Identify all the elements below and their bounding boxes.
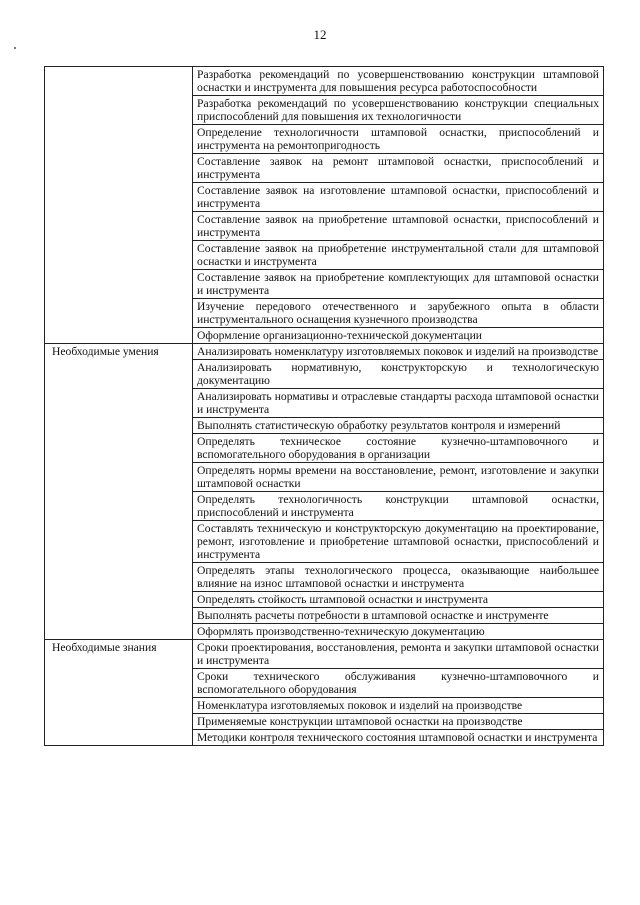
section-label: Необходимые умения [45, 344, 193, 640]
table-cell-item: Анализировать нормативы и отраслевые стандарты расхода штамповой оснастки и инструмента [193, 389, 604, 418]
table-cell-item: Определять техническое состояние кузнечно-штамповочного и вспомогательного оборудования в организации [193, 434, 604, 463]
table-cell-item: Разработка рекомендаций по усовершенствованию конструкции специальных приспособлений для повышения их технологичности [193, 96, 604, 125]
table-cell-item: Сроки технического обслуживания кузнечно-штамповочного и вспомогательного оборудования [193, 669, 604, 698]
table-cell-item: Изучение передового отечественного и зарубежного опыта в области инструментального оснащения кузнечного производства [193, 299, 604, 328]
table-cell-item: Определять стойкость штамповой оснастки и инструмента [193, 592, 604, 608]
table-row [45, 344, 604, 360]
table-cell-item: Методики контроля технического состояния штамповой оснастки и инструмента [193, 730, 604, 746]
table-cell-item: Определять этапы технологического процесса, оказывающие наибольшее влияние на износ штамповой оснастки и инструмента [193, 563, 604, 592]
table-cell-item: Составление заявок на приобретение комплектующих для штамповой оснастки и инструмента [193, 270, 604, 299]
scan-speck [14, 47, 16, 49]
table-cell-item: Определение технологичности штамповой оснастки, приспособлений и инструмента на ремонтопригодность [193, 125, 604, 154]
table-cell-item: Сроки проектирования, восстановления, ремонта и закупки штамповой оснастки и инструмента [193, 640, 604, 669]
table-row [45, 67, 604, 96]
table-cell-item: Номенклатура изготовляемых поковок и изделий на производстве [193, 698, 604, 714]
competency-table-body [45, 67, 604, 746]
section-label: Необходимые знания [45, 640, 193, 746]
table-cell-item: Составление заявок на приобретение инструментальной стали для штамповой оснастки и инструмента [193, 241, 604, 270]
table-cell-item: Выполнять статистическую обработку результатов контроля и измерений [193, 418, 604, 434]
table-cell-item: Анализировать нормативную, конструкторскую и технологическую документацию [193, 360, 604, 389]
table-cell-item: Составление заявок на приобретение штамповой оснастки, приспособлений и инструмента [193, 212, 604, 241]
section-label [45, 67, 193, 344]
table-cell-item: Определять нормы времени на восстановление, ремонт, изготовление и закупки штамповой оснастки [193, 463, 604, 492]
table-cell-item: Анализировать номенклатуру изготовляемых поковок и изделий на производстве [193, 344, 604, 360]
table-cell-item: Оформление организационно-технической документации [193, 328, 604, 344]
table-row [45, 640, 604, 669]
table-cell-item: Определять технологичность конструкции штамповой оснастки, приспособлений и инструмента [193, 492, 604, 521]
page-number: 12 [313, 27, 327, 42]
table-cell-item: Оформлять производственно-техническую документацию [193, 624, 604, 640]
competency-table [44, 66, 604, 746]
table-cell-item: Разработка рекомендаций по усовершенствованию конструкции штамповой оснастки и инструмента для повышения ресурса работоспособности [193, 67, 604, 96]
table-cell-item: Составлять техническую и конструкторскую документацию на проектирование, ремонт, изготовление и приобретение штамповой оснастки, приспособлений и инструмента [193, 521, 604, 563]
table-cell-item: Выполнять расчеты потребности в штамповой оснастке и инструменте [193, 608, 604, 624]
table-cell-item: Составление заявок на ремонт штамповой оснастки, приспособлений и инструмента [193, 154, 604, 183]
table-cell-item: Составление заявок на изготовление штамповой оснастки, приспособлений и инструмента [193, 183, 604, 212]
table-cell-item: Применяемые конструкции штамповой оснастки на производстве [193, 714, 604, 730]
